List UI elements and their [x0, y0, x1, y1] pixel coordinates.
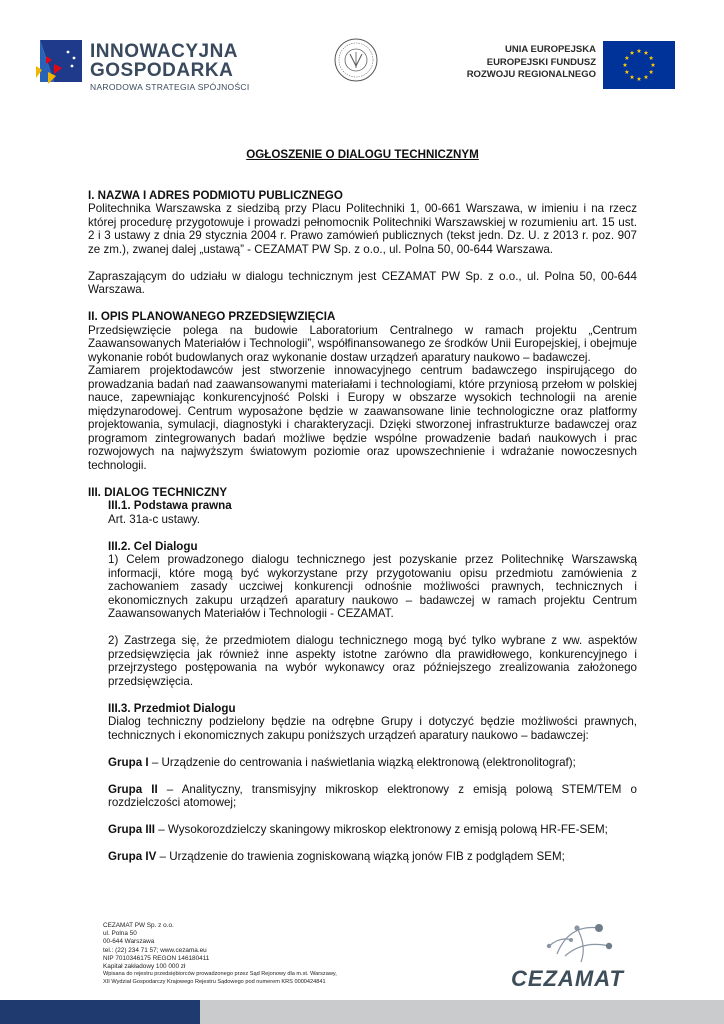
section-1-paragraph-1: Politechnika Warszawska z siedzibą przy Placu Politechniki 1, 00-661 Warszawa, w imieniu i na rzecz której procedurę przygotowuje i prowadzi pełnomocnik Politechniki Warszawskiej w rozumieniu art. 15 ust. 2 i 3 ustawy z dnia 29 stycznia 2004 r. Prawo zamówień publicznych (tekst jedn. Dz. U. z 2013 r. poz. 907 ze zm.), zwanej dalej „ustawą” - CEZAMAT PW Sp. z o.o., ul. Polna 50, 00-644 Warszawa. [88, 202, 637, 256]
letterhead [0, 0, 724, 120]
ig-line3: NARODOWA STRATEGIA SPÓJNOŚCI [90, 82, 250, 92]
section-3-3-heading: III.3. Przedmiot Dialogu [108, 701, 236, 715]
footer-company-info [103, 922, 337, 986]
footer-line: tel.: (22) 234 71 57; www.cezama.eu [103, 946, 207, 954]
eu-flag-icon [603, 41, 675, 89]
cezamat-wordmark: CEZAMAT [511, 966, 624, 991]
section-3-2-heading: III.2. Cel Dialogu [108, 539, 198, 553]
innowacyjna-gospodarka-logo-icon [32, 30, 86, 90]
group-item [88, 823, 637, 837]
section-1-heading: I. NAZWA I ADRES PODMIOTU PUBLICZNEGO [88, 188, 343, 202]
footer-line: ul. Polna 50 [103, 930, 137, 938]
section-3-heading: III. DIALOG TECHNICZNY [88, 485, 228, 499]
group-item [88, 756, 637, 770]
section-2-heading: II. OPIS PLANOWANEGO PRZEDSIĘWZIĘCIA [88, 310, 336, 323]
section-3-1 [88, 499, 637, 742]
innowacyjna-gospodarka-wordmark [90, 42, 250, 92]
footer-line: NIP 7010346175 REGON 146180411 [103, 954, 210, 962]
section-3-2-paragraph-1: 1) Celem prowadzonego dialogu technicznego jest pozyskanie przez Politechnikę Warszawską informacji, które mogą być wykorzystane przy przygotowaniu opisu przedmiotu zamówienia z zachowaniem zasady uczciwej konkurencji odnośnie możliwości prawnych, technicznych i ekonomicznych zakupu urządzeń aparatury naukowo – badawczej w ramach projektu Centrum Zaawansowanych Materiałów i Technologii - CEZAMAT. [108, 553, 637, 620]
section-3-2-paragraph-2: 2) Zastrzega się, że przedmiotem dialogu technicznego mogą być tylko wybrane z ww. aspektów przedsięwzięcia jak również inne aspekty istotne zarówno dla prawidłowego, konkurencyjnego i przejrzystego postępowania na wybór wykonawcy oraz późniejszego zrealizowania założonego przedsięwzięcia. [108, 634, 637, 688]
footer-line: Kapitał zakładowy 100 000 zł [103, 963, 186, 971]
group-item [88, 850, 637, 864]
section-2-paragraph-1: Przedsięwzięcie polega na budowie Laboratorium Centralnego w ramach projektu „Centrum Zaawansowanych Materiałów i Technologii”, współfinansowanego ze środków Unii Europejskiej, i obejmuje wykonanie robót budowlanych oraz wykonanie dostaw urządzeń aparatury naukowo – badawczej. [88, 323, 637, 364]
group-label: Grupa IV [108, 850, 157, 863]
section-2-paragraph-2: Zamiarem projektodawców jest stworzenie innowacyjnego centrum badawczego inspirującego do prowadzania badań nad zaawansowanymi materiałami i technologiami, które przyniosą przełom w polskiej nauce, zapewniając konkurencyjność Polski i Europy w obszarze wysokich technologii na arenie międzynarodowej. Centrum wyposażone będzie w zaawansowane linie technologiczne oraz platformy projektowania, symulacji, diagnostyki i charakteryzacji. Dzięki stworzonej infrastrukturze badawczej oraz programom zintegrowanych badań możliwe będzie wspólne prowadzenie badań naukowych i prac rozwojowych na najwyższym światowym poziomie oraz upowszechnienie i wdrażanie nowoczesnych technologii. [88, 364, 637, 472]
footer-bar-grey [200, 1000, 724, 1024]
footer-line: XII Wydział Gospodarczy Krajowego Rejestru Sądowego pod numerem KRS 0000424841 [103, 978, 326, 985]
footer-line: 00-644 Warszawa [103, 938, 155, 946]
ue-line3: ROZWOJU REGIONALNEGO [466, 69, 596, 80]
group-label: Grupa II [108, 782, 158, 796]
university-seal-icon [334, 38, 378, 82]
ig-line1: INNOWACYJNA [90, 41, 239, 62]
group-description: – Analityczny, transmisyjny mikroskop elektronowy z emisją polową STEM/TEM o rozdzielczości atomowej; [108, 782, 637, 809]
group-description: – Wysokorozdzielczy skaningowy mikroskop elektronowy z emisją polową HR-FE-SEM; [155, 823, 608, 836]
group-label: Grupa III [108, 823, 156, 836]
section-3-1-heading: III.1. Podstawa prawna [108, 499, 232, 512]
section-3-1-text: Art. 31a-c ustawy. [108, 512, 200, 526]
section-3-3-paragraph-1: Dialog techniczny podzielony będzie na odrębne Grupy i dotyczyć będzie możliwości prawnych, technicznych i ekonomicznych zakupu poniższych urządzeń aparatury naukowo – badawczej: [108, 715, 637, 742]
group-description: – Urządzenie do trawienia zogniskowaną wiązką jonów FIB z podglądem SEM; [156, 850, 565, 863]
announcement-body [88, 148, 637, 864]
eu-fund-wordmark [467, 44, 596, 82]
ue-line2: EUROPEJSKI FUNDUSZ [486, 56, 596, 68]
page-title: OGŁOSZENIE O DIALOGU TECHNICZNYM [246, 148, 479, 161]
footer-line: CEZAMAT PW Sp. z o.o. [103, 922, 174, 929]
footer-line: Wpisana do rejestru przedsiębiorców prowadzonego przez Sąd Rejonowy dla m.st. Warszawy, [103, 971, 337, 978]
ig-line2: GOSPODARKA [90, 60, 234, 81]
group-list [88, 742, 637, 864]
ue-line1: UNIA EUROPEJSKA [505, 44, 596, 55]
group-item [88, 783, 637, 810]
group-description: – Urządzenie do centrowania i naświetlania wiązką elektronową (elektronolitograf); [148, 755, 576, 769]
section-1-paragraph-2: Zapraszającym do udziału w dialogu technicznym jest CEZAMAT PW Sp. z o.o., ul. Polna 50, 00-644 Warszawa. [88, 269, 637, 296]
footer-bar-blue [0, 1000, 200, 1024]
group-label: Grupa I [108, 755, 149, 769]
